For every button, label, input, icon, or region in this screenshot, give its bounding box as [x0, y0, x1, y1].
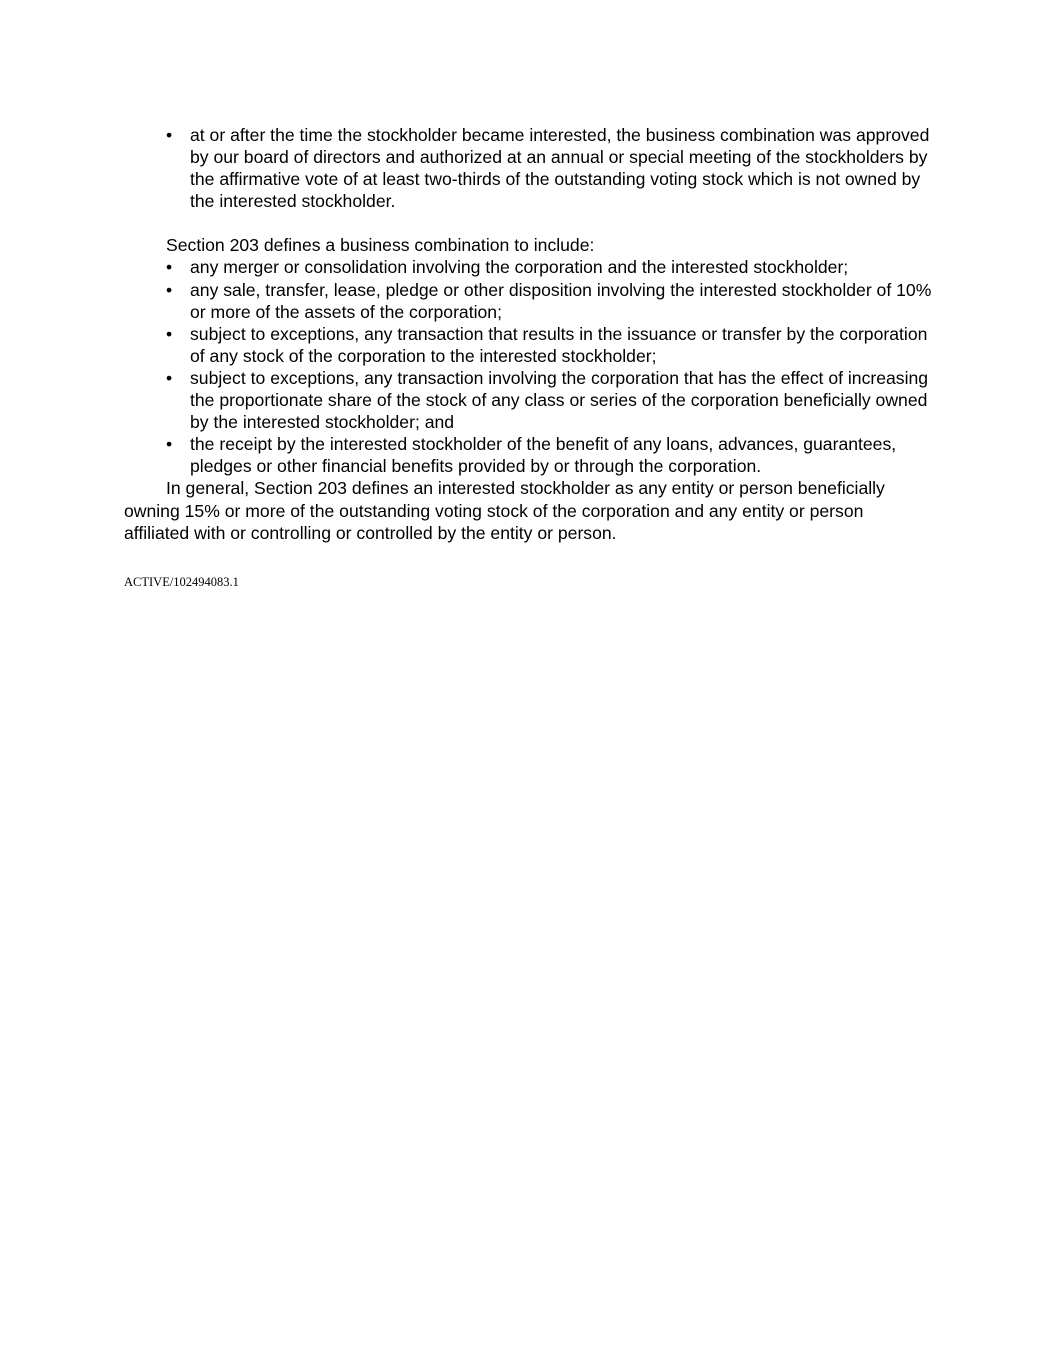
list-item-text: at or after the time the stockholder became interested, the business combination was approved by our board of directors and authorized at an annual or special meeting of the stockholders by the affirmative vote of at least two-thirds of the outstanding voting stock which is not owned by the interested stockholder.	[190, 125, 930, 212]
list-item-text: the receipt by the interested stockholder of the benefit of any loans, advances, guarantees, pledges or other financial benefits provided by or through the corporation.	[190, 434, 897, 477]
section-intro: Section 203 defines a business combination to include:	[166, 235, 595, 256]
list-item	[124, 279, 932, 323]
bullet-glyph: •	[166, 125, 173, 145]
bullet-glyph: •	[166, 367, 173, 388]
document-body	[124, 124, 932, 544]
list-item-text: any merger or consolidation involving the corporation and the interested stockholder;	[190, 257, 849, 278]
paragraph-spacer	[124, 212, 932, 234]
bullet-glyph: •	[166, 257, 173, 278]
list-item	[124, 323, 932, 367]
definition-paragraph: In general, Section 203 defines an interested stockholder as any entity or person beneficially owning 15% or more of the outstanding voting stock of the corporation and any entity or person affiliated with or controlling or controlled by the entity or person.	[124, 478, 885, 543]
list-item-text: subject to exceptions, any transaction involving the corporation that has the effect of increasing the proportionate share of the stock of any class or series of the corporation beneficially owned by the interested stockholder; and	[190, 367, 929, 433]
bullet-glyph: •	[166, 279, 173, 300]
list-item-text: subject to exceptions, any transaction that results in the issuance or transfer by the corporation of any stock of the corporation to the interested stockholder;	[190, 323, 928, 366]
list-item	[124, 433, 932, 477]
document-id-footer: ACTIVE/102494083.1	[124, 575, 239, 589]
list-item	[124, 367, 932, 433]
list-item-text: any sale, transfer, lease, pledge or other disposition involving the interested stockholder of 10% or more of the assets of the corporation;	[190, 279, 932, 322]
bullet-glyph: •	[166, 323, 173, 344]
list-item	[124, 124, 932, 212]
bullet-glyph: •	[166, 434, 173, 455]
list-item	[124, 256, 932, 278]
